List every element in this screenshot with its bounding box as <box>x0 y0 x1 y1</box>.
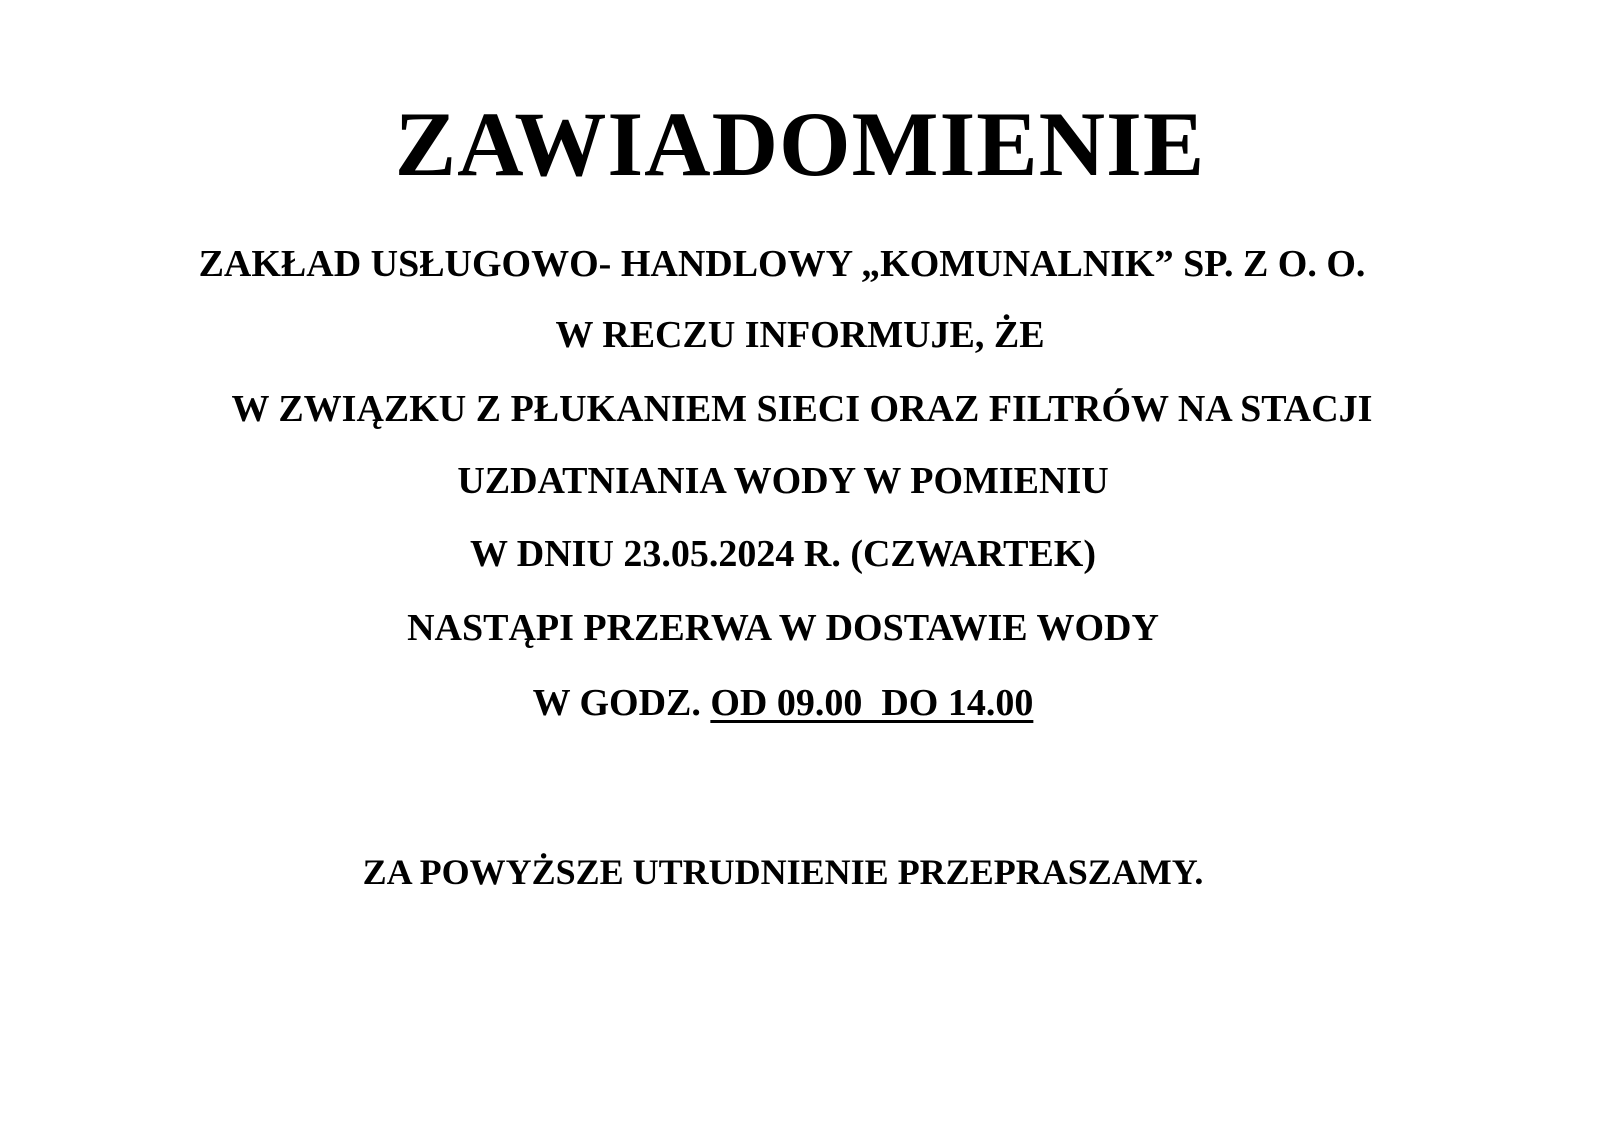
info-line: W RECZU INFORMUJE, ŻE <box>555 314 1045 356</box>
hours-prefix: W GODZ. <box>532 682 701 724</box>
company-line: ZAKŁAD USŁUGOWO- HANDLOWY „KOMUNALNIK” SP. Z O. O. <box>198 243 1366 285</box>
reason-line-1: W ZWIĄZKU Z PŁUKANIEM SIECI ORAZ FILTRÓW NA STACJI <box>231 388 1373 430</box>
hours-line <box>0 684 1583 722</box>
reason-line-2: UZDATNIANIA WODY W POMIENIU <box>457 460 1109 502</box>
hours-range: OD 09.00 DO 14.00 <box>710 682 1034 724</box>
apology-line: ZA POWYŻSZE UTRUDNIENIE PRZEPRASZAMY. <box>362 852 1204 892</box>
interruption-line: NASTĄPI PRZERWA W DOSTAWIE WODY <box>407 607 1159 649</box>
notice-title: ZAWIADOMIENIE <box>394 93 1206 195</box>
date-line: W DNIU 23.05.2024 R. (CZWARTEK) <box>469 533 1097 575</box>
